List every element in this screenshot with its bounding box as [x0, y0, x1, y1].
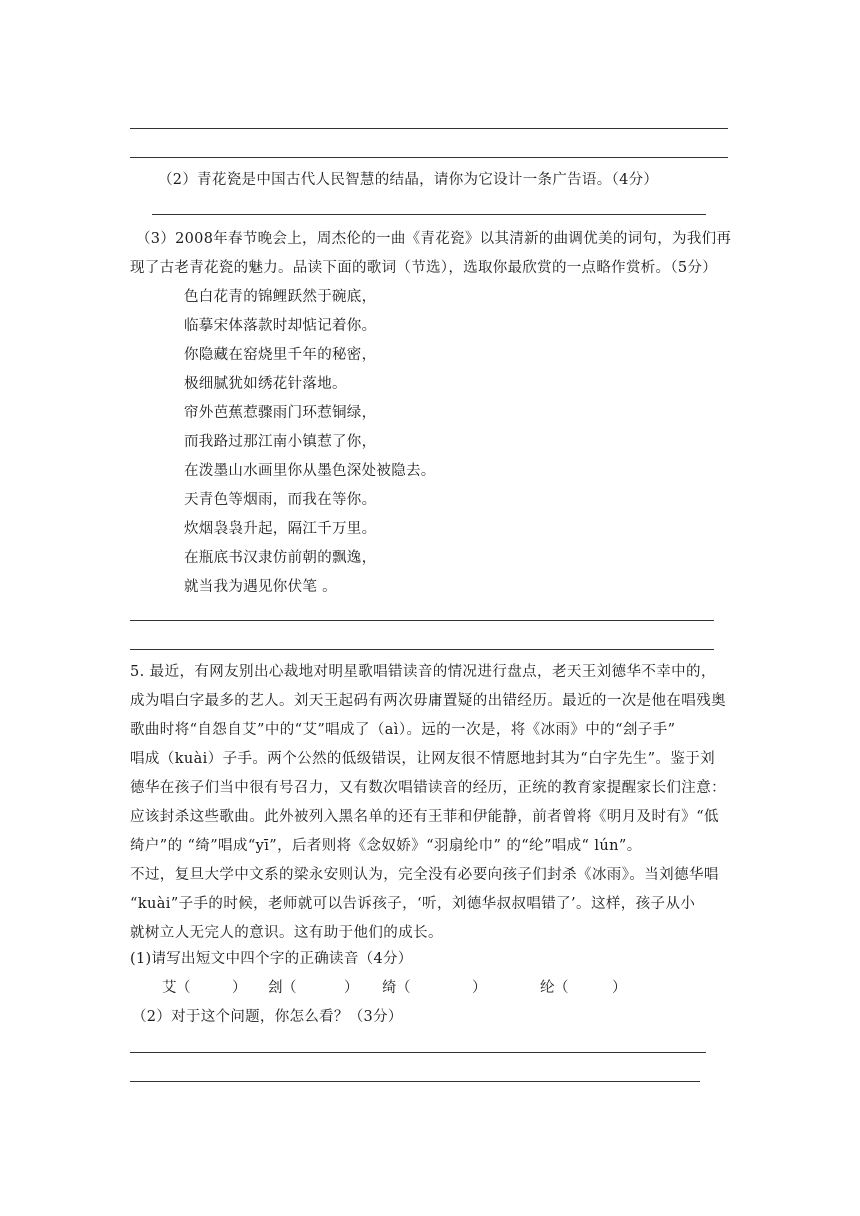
blank-open-paren: （	[554, 980, 569, 996]
answer-line	[130, 1081, 700, 1082]
lyric-line: 而我路过那江南小镇惹了你，	[184, 434, 377, 450]
answer-line	[130, 649, 714, 650]
blank-char: 艾	[162, 980, 177, 996]
answer-line	[152, 214, 706, 215]
question-3-prompt-line1: （3）2008年春节晚会上，周杰伦的一曲《青花瓷》以其清新的曲调优美的词句，为我们再	[136, 231, 732, 247]
passage-line: 不过，复旦大学中文系的梁永安则认为，完全没有必要向孩子们封杀《冰雨》。当刘德华唱	[130, 867, 719, 883]
lyric-line: 就当我为遇见你伏笔 。	[184, 579, 337, 595]
blank-open-paren: （	[282, 980, 297, 996]
blank-open-paren: （	[396, 980, 411, 996]
passage-line: 5. 最近，有网友别出心裁地对明星歌唱错读音的情况进行盘点，老天王刘德华不幸中的，	[130, 664, 716, 680]
lyric-line: 天青色等烟雨，而我在等你。	[184, 492, 377, 508]
blank-char: 刽	[268, 980, 283, 996]
question-2-text: （2）青花瓷是中国古代人民智慧的结晶，请你为它设计一条广告语。（4分）	[158, 172, 659, 188]
passage-line: 德华在孩子们当中很有号召力，又有数次唱错读音的经历，正统的教育家提醒家长们注意：	[130, 780, 726, 796]
passage-line: 成为唱白字最多的艺人。刘天王起码有两次毋庸置疑的出错经历。最近的一次是他在唱残奥	[130, 693, 726, 709]
lyric-line: 帘外芭蕉惹骤雨门环惹铜绿，	[184, 405, 377, 421]
question-3-prompt-line2: 现了古老青花瓷的魅力。品读下面的歌词（节选），选取你最欣赏的一点略作赏析。（5分）	[130, 260, 718, 276]
lyric-line: 炊烟袅袅升起，隔江千万里。	[184, 521, 377, 537]
passage-line: 应该封杀这些歌曲。此外被列入黑名单的还有王菲和伊能静，前者曾将《明月及时有》“低	[130, 809, 719, 825]
blank-char: 绮	[382, 980, 397, 996]
lyric-line: 在泼墨山水画里你从墨色深处被隐去。	[184, 463, 436, 479]
answer-line	[130, 620, 714, 621]
lyric-line: 色白花青的锦鲤跃然于碗底，	[184, 289, 377, 305]
lyric-line: 极细腻犹如绣花针落地。	[184, 376, 347, 392]
answer-line	[130, 128, 728, 129]
answer-line	[130, 1052, 706, 1053]
blank-close-paren: ）	[344, 980, 359, 996]
lyric-line: 你隐藏在窑烧里千年的秘密，	[184, 347, 377, 363]
passage-line: 绮户”的 “绮”唱成“yī”，后者则将《念奴娇》“羽扇纶巾” 的“纶”唱成“ lún”。	[130, 838, 642, 854]
passage-line: 就树立人无完人的意识。这有助于他们的成长。	[130, 925, 443, 941]
lyric-line: 在瓶底书汉隶仿前朝的飘逸，	[184, 550, 377, 566]
passage-line: 唱成（kuài）子手。两个公然的低级错误，让网友很不情愿地封其为“白字先生”。鉴于刘	[130, 751, 716, 767]
passage-line: 歌曲时将“自怨自艾”中的“艾”唱成了（aì）。远的一次是，将《冰雨》中的“刽子手”	[130, 722, 676, 738]
blank-char: 纶	[540, 980, 555, 996]
blank-close-paren: ）	[232, 980, 247, 996]
blank-close-paren: ）	[612, 980, 627, 996]
lyric-line: 临摹宋体落款时却惦记着你。	[184, 318, 377, 334]
question-5-passage	[130, 658, 730, 948]
answer-line	[130, 157, 728, 158]
question-5-sub1-prompt: (1)请写出短文中四个字的正确读音（4分）	[130, 951, 413, 967]
blank-close-paren: ）	[472, 980, 487, 996]
question-5-sub2-prompt: （2）对于这个问题，你怎么看？（3分）	[132, 1009, 403, 1025]
passage-line: “kuài”子手的时候，老师就可以告诉孩子，‘听，刘德华叔叔唱错了’。这样，孩子从小	[130, 896, 696, 912]
blank-open-paren: （	[176, 980, 191, 996]
